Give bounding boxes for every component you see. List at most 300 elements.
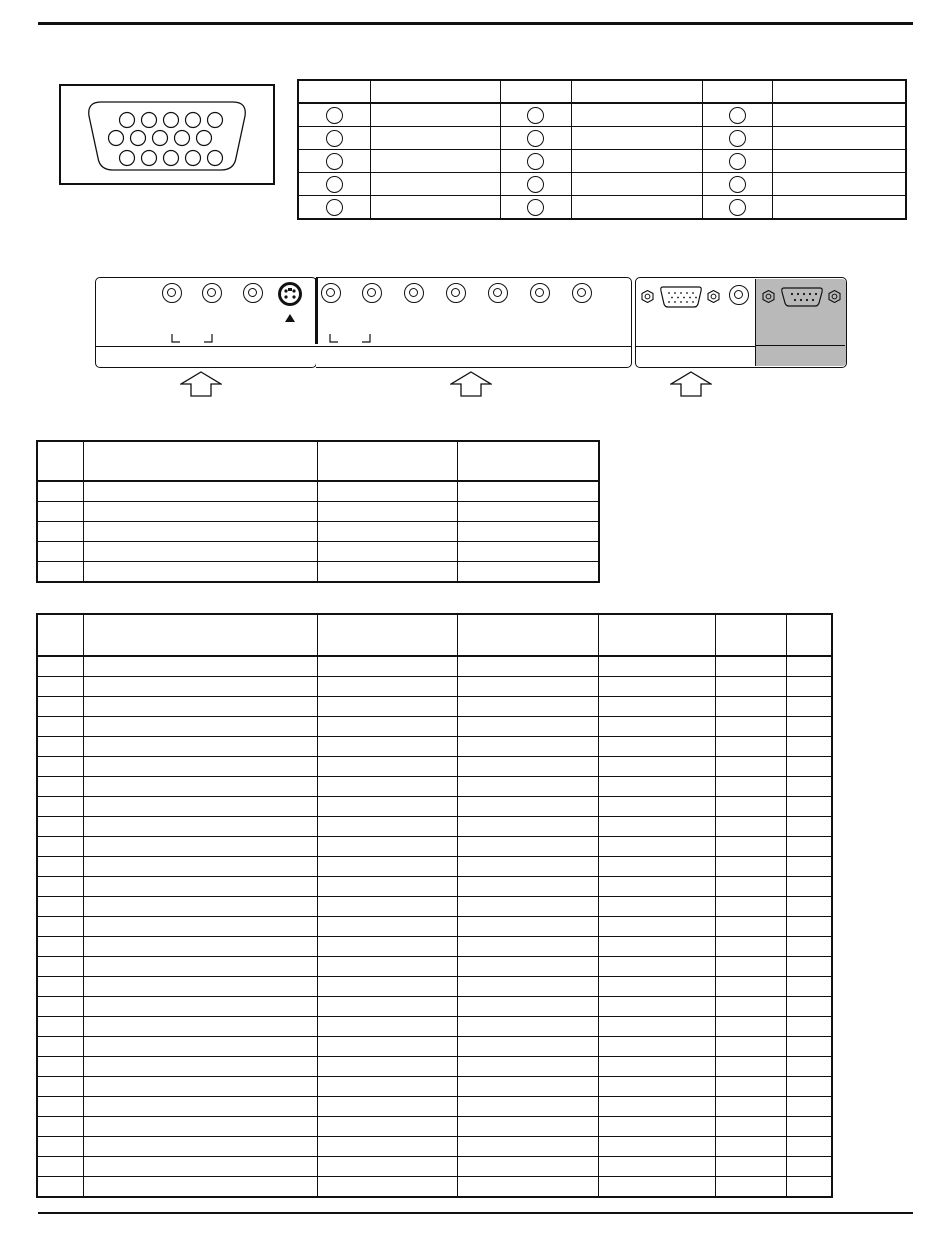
rca-jack-icon (243, 283, 263, 303)
table-cell (786, 777, 832, 797)
pin-hole (153, 131, 168, 146)
table-cell (786, 1017, 832, 1037)
table-cell (83, 1177, 317, 1198)
mini-jack-icon (729, 285, 749, 305)
pin-hole (164, 113, 179, 128)
table-cell (457, 677, 598, 697)
table-cell (317, 656, 457, 677)
table-cell (786, 717, 832, 737)
rca-jack-icon (162, 283, 182, 303)
table-row (298, 127, 906, 150)
table-cell (37, 1017, 83, 1037)
table-cell (37, 1097, 83, 1117)
table-cell (317, 697, 457, 717)
table-cell (598, 877, 715, 897)
table-cell (83, 502, 317, 522)
rca-jack-icon (530, 283, 550, 303)
header-rule (38, 22, 913, 25)
table-cell (598, 757, 715, 777)
signal-name-cell (772, 127, 906, 150)
table-cell (317, 1117, 457, 1137)
header-cell (702, 80, 772, 103)
table-cell (317, 481, 457, 502)
table-cell (786, 877, 832, 897)
table-cell (83, 1077, 317, 1097)
table-cell (317, 677, 457, 697)
table-cell (786, 656, 832, 677)
table-row (37, 522, 599, 542)
table-cell (457, 857, 598, 877)
table-cell (83, 1097, 317, 1117)
table-cell (715, 937, 786, 957)
table-row (37, 857, 832, 877)
header-cell (37, 614, 83, 656)
table-cell (715, 797, 786, 817)
table-cell (715, 837, 786, 857)
table-cell (37, 1057, 83, 1077)
table-cell (83, 777, 317, 797)
pin-hole (197, 131, 212, 146)
table-cell (598, 1157, 715, 1177)
table-row (37, 817, 832, 837)
signal-name-cell (772, 103, 906, 127)
table-cell (457, 877, 598, 897)
table-cell (317, 777, 457, 797)
table-cell (83, 877, 317, 897)
table-row (37, 877, 832, 897)
table-cell (598, 897, 715, 917)
table-cell (786, 677, 832, 697)
table-cell (37, 937, 83, 957)
dsub-9-port-icon (780, 286, 824, 308)
pin-number-cell (702, 127, 772, 150)
table-cell (37, 697, 83, 717)
table-cell (786, 737, 832, 757)
table-row (37, 1177, 832, 1198)
pin-hole (175, 131, 190, 146)
pin-hole (120, 113, 135, 128)
pin-number-cell (702, 196, 772, 220)
table-cell (83, 797, 317, 817)
pin-number-cell (298, 127, 370, 150)
pin-number-circle (729, 199, 746, 216)
table-cell (37, 1137, 83, 1157)
table-cell (457, 957, 598, 977)
table-row (37, 837, 832, 857)
table-row (37, 1037, 832, 1057)
up-arrow-icon (180, 371, 222, 397)
table-cell (598, 1037, 715, 1057)
header-cell (772, 80, 906, 103)
table-cell (37, 877, 83, 897)
table-row (298, 196, 906, 220)
table-cell (317, 937, 457, 957)
hex-screw-icon (762, 290, 775, 303)
table-cell (37, 1077, 83, 1097)
table-cell (83, 481, 317, 502)
table-cell (317, 1037, 457, 1057)
table-cell (786, 817, 832, 837)
pin-number-cell (702, 150, 772, 173)
table-cell (598, 937, 715, 957)
table-cell (457, 522, 599, 542)
table-header-row (37, 441, 599, 481)
signal-name-cell (772, 173, 906, 196)
table-cell (457, 757, 598, 777)
table-row (37, 542, 599, 562)
table-row (37, 717, 832, 737)
panel-divider (315, 278, 318, 344)
pin-hole (109, 131, 124, 146)
table-cell (715, 777, 786, 797)
table-row (37, 1097, 832, 1117)
table-cell (457, 717, 598, 737)
table-cell (786, 857, 832, 877)
signal-name-cell (772, 150, 906, 173)
table-cell (598, 997, 715, 1017)
table-row (37, 957, 832, 977)
table-cell (457, 502, 599, 522)
hex-screw-icon (707, 290, 720, 303)
table-cell (457, 542, 599, 562)
hex-screw-icon (828, 290, 841, 303)
table-cell (83, 997, 317, 1017)
table-cell (598, 697, 715, 717)
table-cell (786, 937, 832, 957)
table-cell (83, 656, 317, 677)
table-cell (715, 977, 786, 997)
table-cell (317, 837, 457, 857)
table-cell (317, 1017, 457, 1037)
header-cell (715, 614, 786, 656)
table-cell (457, 777, 598, 797)
pin-number-circle (527, 176, 544, 193)
table-cell (598, 777, 715, 797)
table-cell (598, 837, 715, 857)
table-cell (457, 1017, 598, 1037)
pin-number-cell (702, 103, 772, 127)
pin-hole (131, 131, 146, 146)
table-row (37, 697, 832, 717)
table-cell (786, 1117, 832, 1137)
dsub-15-port-icon (659, 285, 703, 309)
table-cell (83, 937, 317, 957)
table-cell (786, 797, 832, 817)
signal-name-cell (370, 173, 500, 196)
table-cell (83, 1057, 317, 1077)
table-cell (37, 817, 83, 837)
table-cell (317, 957, 457, 977)
table-cell (37, 522, 83, 542)
rca-jack-icon (488, 283, 508, 303)
table-cell (83, 757, 317, 777)
pin-number-circle (729, 107, 746, 124)
table-cell (598, 1017, 715, 1037)
rca-jack-icon (404, 283, 424, 303)
s-video-jack-icon (276, 280, 304, 325)
table-cell (457, 1117, 598, 1137)
table-cell (37, 677, 83, 697)
table-cell (457, 656, 598, 677)
table-cell (37, 502, 83, 522)
table-row (37, 737, 832, 757)
table-cell (83, 1137, 317, 1157)
table-cell (715, 1037, 786, 1057)
table-cell (598, 1097, 715, 1117)
table-row (37, 917, 832, 937)
table-row (37, 897, 832, 917)
table-cell (37, 542, 83, 562)
pin-number-cell (298, 103, 370, 127)
rca-jack-icon (572, 283, 592, 303)
pin-hole (142, 151, 157, 166)
table-cell (37, 857, 83, 877)
table-cell (83, 957, 317, 977)
signal-name-cell (571, 127, 702, 150)
table-cell (317, 877, 457, 897)
table-cell (83, 977, 317, 997)
table-cell (317, 737, 457, 757)
pin-number-cell (500, 173, 571, 196)
table-row (37, 937, 832, 957)
table-cell (598, 977, 715, 997)
header-cell (298, 80, 370, 103)
table-cell (457, 937, 598, 957)
pin-number-circle (326, 107, 343, 124)
pin-number-circle (527, 153, 544, 170)
table-cell (715, 656, 786, 677)
table-cell (715, 1177, 786, 1198)
signal-name-cell (571, 103, 702, 127)
signal-name-cell (571, 173, 702, 196)
table-cell (715, 877, 786, 897)
table-cell (786, 1157, 832, 1177)
pin-number-circle (326, 153, 343, 170)
pin-number-circle (326, 176, 343, 193)
table-cell (715, 697, 786, 717)
table-row (37, 1057, 832, 1077)
table-cell (598, 1077, 715, 1097)
table-cell (457, 837, 598, 857)
table-cell (457, 977, 598, 997)
hex-screw-icon (641, 290, 654, 303)
table-cell (786, 1057, 832, 1077)
table-cell (598, 797, 715, 817)
pin-number-cell (298, 150, 370, 173)
footer-rule (38, 1212, 913, 1214)
table-cell (317, 917, 457, 937)
table-cell (715, 717, 786, 737)
table-cell (37, 717, 83, 737)
table-cell (83, 542, 317, 562)
table-cell (786, 1097, 832, 1117)
pin-hole (208, 113, 223, 128)
table-cell (83, 1157, 317, 1177)
table-cell (786, 997, 832, 1017)
pin-number-circle (527, 130, 544, 147)
table-cell (715, 757, 786, 777)
table-cell (317, 522, 457, 542)
table-cell (37, 797, 83, 817)
table-cell (317, 717, 457, 737)
table-cell (598, 857, 715, 877)
header-cell (83, 614, 317, 656)
table-cell (83, 697, 317, 717)
table-cell (715, 1117, 786, 1137)
table-cell (37, 737, 83, 757)
table-cell (457, 1037, 598, 1057)
table-cell (37, 562, 83, 583)
table-cell (457, 897, 598, 917)
table-cell (786, 1137, 832, 1157)
panel-label-strip (96, 346, 316, 367)
table-cell (715, 1017, 786, 1037)
table-cell (598, 917, 715, 937)
table-cell (457, 797, 598, 817)
table-cell (598, 1137, 715, 1157)
table-cell (317, 1057, 457, 1077)
rca-jack-icon (202, 283, 222, 303)
table-cell (83, 737, 317, 757)
table-row (37, 502, 599, 522)
signal-name-cell (370, 150, 500, 173)
table-cell (457, 697, 598, 717)
table-cell (37, 957, 83, 977)
table-cell (598, 737, 715, 757)
header-cell (370, 80, 500, 103)
table-cell (598, 717, 715, 737)
header-cell (571, 80, 702, 103)
panel-label-strip (316, 346, 631, 367)
pin-number-circle (326, 130, 343, 147)
table-cell (598, 1177, 715, 1198)
table-cell (37, 997, 83, 1017)
pin-number-cell (500, 196, 571, 220)
table-row (37, 777, 832, 797)
signal-name-cell (370, 196, 500, 220)
table-cell (83, 677, 317, 697)
pin-hole (142, 113, 157, 128)
pin-hole (164, 151, 179, 166)
pin-hole (208, 151, 223, 166)
table-cell (37, 656, 83, 677)
table-row (37, 481, 599, 502)
table-cell (715, 737, 786, 757)
rca-jack-icon (362, 283, 382, 303)
table-cell (83, 857, 317, 877)
table-cell (715, 957, 786, 977)
table-cell (317, 857, 457, 877)
table-cell (83, 817, 317, 837)
pin-number-cell (298, 196, 370, 220)
table-cell (715, 1057, 786, 1077)
input-bracket-mark (328, 332, 374, 344)
table-row (37, 977, 832, 997)
table-cell (317, 502, 457, 522)
serial-panel-strip-line (755, 345, 845, 346)
pin-hole (186, 151, 201, 166)
up-arrow-icon (450, 371, 492, 397)
table-cell (317, 997, 457, 1017)
table-cell (37, 1037, 83, 1057)
pin-number-circle (527, 199, 544, 216)
table-cell (317, 1137, 457, 1157)
table-cell (457, 737, 598, 757)
table-row (37, 797, 832, 817)
header-cell (598, 614, 715, 656)
signal-name-cell (571, 150, 702, 173)
table-cell (598, 1057, 715, 1077)
pin-number-cell (500, 103, 571, 127)
table-cell (786, 1037, 832, 1057)
table-cell (317, 817, 457, 837)
table-cell (83, 522, 317, 542)
table-cell (457, 1077, 598, 1097)
table-cell (598, 957, 715, 977)
signal-table (36, 440, 600, 583)
table-cell (317, 1077, 457, 1097)
table-cell (317, 1157, 457, 1177)
table-cell (37, 1117, 83, 1137)
table-cell (457, 917, 598, 937)
table-cell (37, 837, 83, 857)
table-row (37, 1077, 832, 1097)
signal-name-cell (571, 196, 702, 220)
pin-number-circle (326, 199, 343, 216)
table-cell (598, 656, 715, 677)
table-cell (786, 917, 832, 937)
table-cell (786, 697, 832, 717)
table-cell (786, 897, 832, 917)
table-cell (715, 917, 786, 937)
pin-number-circle (729, 176, 746, 193)
pin-number-cell (500, 127, 571, 150)
table-cell (457, 1097, 598, 1117)
table-cell (83, 1017, 317, 1037)
header-cell (457, 441, 599, 481)
timing-table (36, 613, 833, 1198)
header-cell (500, 80, 571, 103)
table-cell (83, 1037, 317, 1057)
header-cell (457, 614, 598, 656)
table-cell (457, 817, 598, 837)
table-cell (317, 1097, 457, 1117)
table-cell (83, 897, 317, 917)
table-header-row (298, 80, 906, 103)
pin-number-cell (500, 150, 571, 173)
table-cell (786, 1177, 832, 1198)
table-cell (786, 1077, 832, 1097)
table-header-row (37, 614, 832, 656)
table-cell (83, 562, 317, 583)
table-cell (598, 1117, 715, 1137)
table-cell (457, 997, 598, 1017)
header-cell (83, 441, 317, 481)
table-cell (37, 977, 83, 997)
signal-name-cell (772, 196, 906, 220)
pin-number-circle (729, 153, 746, 170)
pin-number-cell (702, 173, 772, 196)
table-cell (317, 1177, 457, 1198)
table-cell (786, 757, 832, 777)
table-row (298, 150, 906, 173)
table-cell (317, 757, 457, 777)
rca-jack-icon (321, 283, 341, 303)
table-cell (715, 997, 786, 1017)
table-cell (457, 562, 599, 583)
table-cell (786, 957, 832, 977)
table-cell (786, 977, 832, 997)
